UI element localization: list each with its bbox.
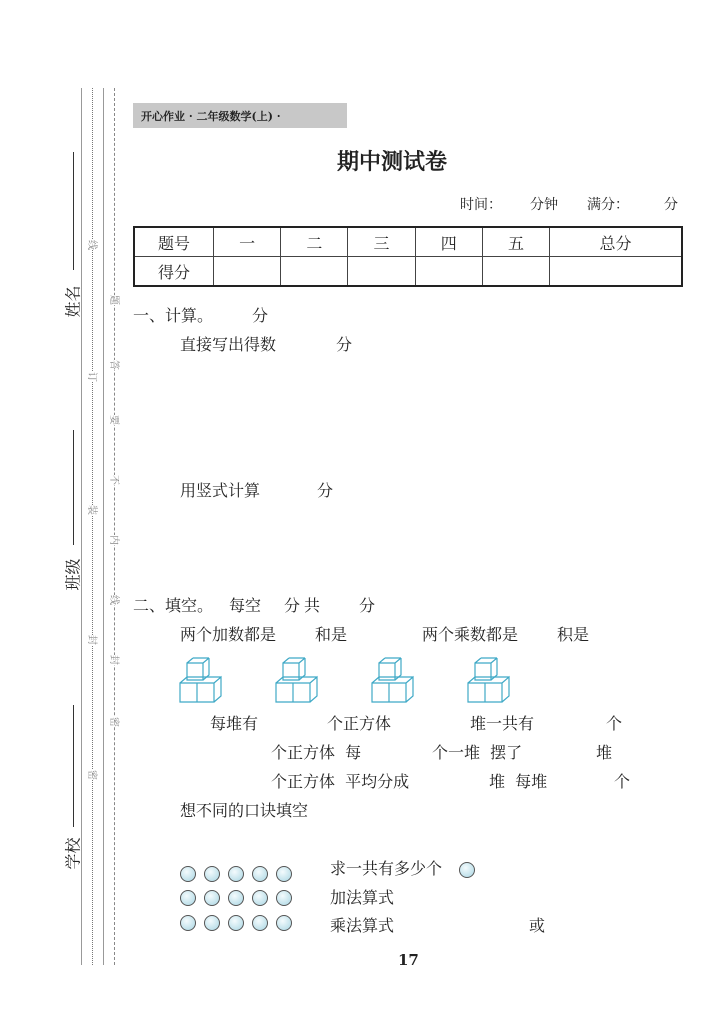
section2-title: 二、填空。 <box>133 596 214 615</box>
time-unit: 分钟 <box>530 197 558 213</box>
q2-unit: 分 <box>317 481 334 500</box>
class-label: 班级 <box>63 558 83 591</box>
text: 乘法算式 <box>330 916 395 935</box>
cube-stack-icon <box>275 655 329 705</box>
page-number: 17 <box>398 951 419 969</box>
table-header: 四 <box>415 227 482 257</box>
table-header: 一 <box>214 227 281 257</box>
score-cell[interactable] <box>550 257 682 287</box>
circle-icon <box>252 890 268 906</box>
circle-icon <box>228 915 244 931</box>
cube-stack-icon <box>467 655 521 705</box>
text: 求一共有多少个 <box>330 859 443 878</box>
cube-stack-icon <box>371 655 425 705</box>
full-score-label: 满分： <box>587 197 629 213</box>
circle-icon <box>252 866 268 882</box>
circle-icon <box>204 866 220 882</box>
circle-icon <box>276 866 292 882</box>
each-label: 每空 <box>229 596 262 615</box>
text: 个一堆 摆了 <box>432 743 523 762</box>
text: 个 <box>606 714 623 733</box>
circle-icon <box>180 915 196 931</box>
margin-mark: 密 <box>86 770 97 780</box>
margin-mark: 密 <box>108 717 119 727</box>
text: 积是 <box>557 625 590 644</box>
q1-label: 直接写出得数 <box>180 335 277 354</box>
text: 个 <box>614 772 631 791</box>
table-header: 总分 <box>550 227 682 257</box>
circle-icon <box>276 915 292 931</box>
text: 堆 <box>596 743 613 762</box>
class-field[interactable] <box>73 430 74 545</box>
circle-icon <box>204 890 220 906</box>
text: 想不同的口诀填空 <box>180 801 309 820</box>
each-unit: 分 <box>284 596 301 615</box>
series-label: 开心作业 · 二年级数学(上) · <box>141 110 281 123</box>
text: 个正方体 <box>327 714 392 733</box>
circle-icon <box>252 915 268 931</box>
margin-mark: 题 <box>108 295 119 305</box>
text: 两个加数都是 <box>180 625 277 644</box>
margin-mark: 封 <box>108 655 119 665</box>
school-field[interactable] <box>73 705 74 827</box>
margin-mark: 答 <box>108 360 119 370</box>
margin-line <box>103 88 104 965</box>
text: 加法算式 <box>330 888 395 907</box>
circle-icon <box>228 890 244 906</box>
margin-mark: 线 <box>86 240 97 250</box>
text: 和是 <box>315 625 348 644</box>
margin-mark: 内 <box>108 535 119 545</box>
margin-mark: 要 <box>108 415 119 425</box>
score-cell[interactable] <box>348 257 415 287</box>
score-cell[interactable] <box>482 257 549 287</box>
circle-icon <box>204 915 220 931</box>
margin-mark: 不 <box>108 475 119 485</box>
score-table <box>133 226 683 287</box>
score-cell[interactable] <box>214 257 281 287</box>
series-band <box>133 103 347 128</box>
text: 堆一共有 <box>470 714 535 733</box>
margin-mark: 订 <box>86 372 97 382</box>
full-score-unit: 分 <box>664 197 678 213</box>
circle-icon <box>228 866 244 882</box>
table-header: 五 <box>482 227 549 257</box>
margin-mark: 装 <box>86 505 97 515</box>
circle-icon <box>180 890 196 906</box>
circle-icon <box>276 890 292 906</box>
circle-icon <box>180 866 196 882</box>
total-label: 共 <box>304 596 321 615</box>
cube-stack-icon <box>179 655 233 705</box>
text: 两个乘数都是 <box>422 625 519 644</box>
score-row-label: 得分 <box>134 257 214 287</box>
time-label: 时间： <box>460 197 502 213</box>
score-cell[interactable] <box>281 257 348 287</box>
section1-points-unit: 分 <box>252 306 269 325</box>
q1-unit: 分 <box>336 335 353 354</box>
text: 个正方体 每 <box>271 743 362 762</box>
school-label: 学校 <box>63 837 83 870</box>
section1-title: 一、计算。 <box>133 306 214 325</box>
margin-dotted-line <box>92 88 93 965</box>
page-title: 期中测试卷 <box>337 149 448 175</box>
text: 或 <box>529 916 546 935</box>
name-label: 姓名 <box>63 285 83 318</box>
table-header: 三 <box>348 227 415 257</box>
margin-mark: 线 <box>108 595 119 605</box>
table-header: 二 <box>281 227 348 257</box>
table-header: 题号 <box>134 227 214 257</box>
text: 个正方体 平均分成 <box>271 772 410 791</box>
q2-label: 用竖式计算 <box>180 481 261 500</box>
name-field[interactable] <box>73 152 74 270</box>
text: 每堆有 <box>210 714 259 733</box>
score-cell[interactable] <box>415 257 482 287</box>
circle-icon <box>459 862 475 878</box>
margin-dashed-line <box>114 88 115 965</box>
margin-mark: 封 <box>86 635 97 645</box>
text: 堆 每堆 <box>489 772 548 791</box>
total-unit: 分 <box>359 596 376 615</box>
